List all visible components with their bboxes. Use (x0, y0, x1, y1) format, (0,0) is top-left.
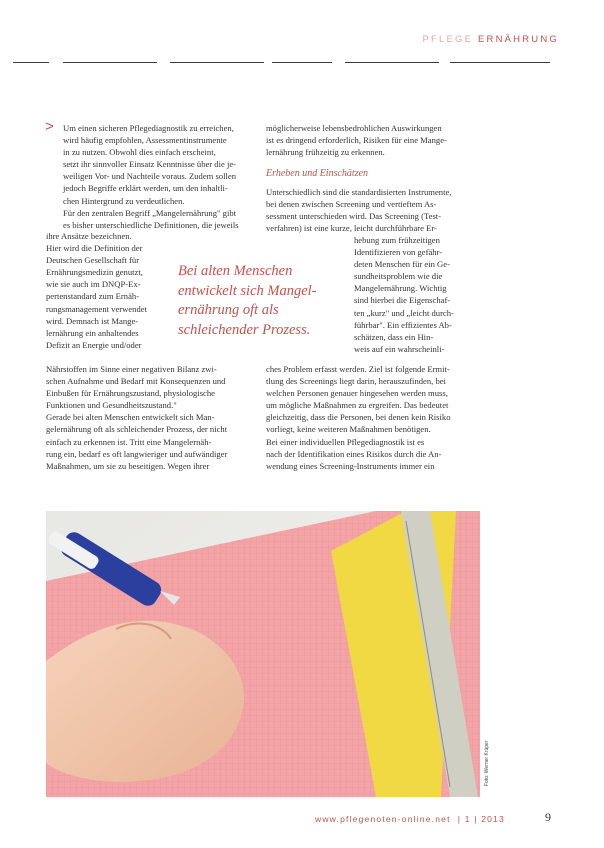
footer-issue: 1 | 2013 (464, 814, 505, 824)
text-line: bei denen zwischen Screening und vertieftem As- (266, 199, 437, 210)
text-line: Hier wird die Definition der (46, 243, 143, 254)
text-line: hebung zum frühzeitigen (354, 235, 440, 245)
text-line: Maßnahmen, um sie zu beseitigen. Wegen ihrer (46, 460, 210, 471)
header-rule (272, 62, 332, 63)
text-line: Bei einer individuellen Pflegediagnostik ist es (266, 436, 425, 447)
column-2-top (266, 186, 474, 234)
text-line: jedoch Begriffe erklärt werden, um den inhaltli- (63, 183, 228, 194)
text-line: rungsmanagement verwendet (46, 303, 147, 314)
header-category: PFLEGE (422, 34, 474, 45)
column-2-end (266, 363, 474, 472)
text-line: schleichender Prozess. (178, 321, 311, 338)
text-line: Unterschiedlich sind die standardisierten Instrumente, (266, 187, 452, 197)
footer-url: www.pflegenoten-online.net | 1 | 2013 (315, 814, 505, 824)
column-1-top (63, 122, 251, 231)
text-line: Gerade bei alten Menschen entwickelt sich Man- (46, 412, 215, 423)
text-line: Ernährungsmedizin genutzt, (46, 267, 143, 278)
column-1-narrow (46, 230, 170, 351)
column-1-end (46, 363, 252, 472)
text-line: einfach zu erkennen ist. Tritt eine Mangelernäh- (46, 436, 212, 447)
text-line: wird häufig empfohlen, Assessmentinstrumente (63, 135, 227, 146)
photo-hand-writing-chart (46, 511, 480, 797)
text-line: ches Problem erfasst werden. Ziel ist folgende Ermit- (266, 364, 450, 374)
column-2-intro (266, 122, 474, 158)
text-line: tlung des Screenings liegt darin, herauszufinden, bei (266, 376, 446, 387)
text-line: Identifizieren von gefähr- (354, 247, 443, 258)
text-line: sind hierbei die Eigenschaf- (354, 295, 451, 306)
header-section: ERNÄHRUNG (477, 34, 559, 45)
text-line: nach der Identifikation eines Risikos durch die An- (266, 448, 442, 459)
text-line: Bei alten Menschen (178, 263, 293, 279)
text-line: weis auf ein wahrscheinli- (354, 343, 445, 354)
text-line: schen Aufnahme und Bedarf mit Konsequenzen und (46, 376, 226, 387)
text-line: Nährstoffen im Sinne einer negativen Bilanz zwi- (46, 364, 217, 374)
text-line: deten Menschen für ein Ge- (354, 259, 450, 270)
text-line: wird. Demnach ist Mange- (46, 315, 139, 326)
text-line: führbar". Ein effizientes Ab- (354, 319, 452, 330)
text-line: lernährung frühzeitig zu erkennen. (266, 147, 385, 158)
text-line: ist es dringend erforderlich, Risiken für eine Mange- (266, 135, 447, 146)
text-line: verfahren) ist eine kurze, leicht durchführbare Er- (266, 223, 437, 234)
text-line: es bisher unterschiedliche Definitionen, die jeweils (63, 219, 239, 230)
text-line: weiligen Vor- und Nachteile voraus. Zudem sollen (63, 171, 237, 182)
text-line: chen Hintergrund zu verdeutlichen. (63, 195, 185, 206)
section-header (422, 34, 559, 45)
text-line: vorliegt, keine weiteren Maßnahmen benötigen. (266, 424, 431, 435)
text-line: setzt ihr sinnvoller Einsatz Kenntnisse über die je- (63, 159, 237, 170)
photo-credit: Foto: Werner Krüper (484, 740, 490, 786)
footer-url-text: www.pflegenoten-online.net (315, 814, 451, 824)
text-line: Defizit an Energie und/oder (46, 339, 142, 350)
header-rule (345, 62, 439, 63)
text-line: möglicherweise lebensbedrohlichen Auswirkungen (266, 123, 442, 133)
text-line: gleichzeitig, dass die Personen, bei denen kein Risiko (266, 412, 451, 423)
text-line: pertenstandard zum Ernäh- (46, 291, 140, 302)
header-rule (450, 62, 550, 63)
text-line: Einbußen für Ernährungszustand, physiologische (46, 388, 215, 399)
text-line: in zu nutzen. Obwohl dies einfach erscheint, (63, 147, 216, 158)
subheading: Erheben und Einschätzen (266, 168, 369, 179)
header-rule (63, 62, 157, 63)
text-line: sundheitsproblem wie die (354, 271, 443, 282)
page-number: 9 (545, 810, 551, 824)
text-line: Funktionen und Gesundheitszustand." (46, 400, 177, 411)
photo-illustration (46, 511, 480, 797)
header-rule (13, 62, 49, 63)
text-line: um mögliche Maßnahmen zu ergreifen. Das bedeutet (266, 400, 449, 411)
text-line: wendung eines Screening-Instruments immer ein (266, 460, 435, 471)
text-line: gelernährung oft als schleichender Prozess, der nicht (46, 424, 228, 435)
header-rule (170, 62, 264, 63)
chevron-right-icon: > (45, 118, 54, 135)
text-line: Deutschen Gesellschaft für (46, 255, 140, 266)
text-line: wie sie auch im DNQP-Ex- (46, 279, 141, 290)
text-line: sessment unterschieden wird. Das Screening (Test- (266, 211, 442, 222)
text-line: ernährung oft als (178, 302, 279, 318)
text-line: ihre Ansätze bezeichnen. (46, 231, 132, 241)
text-line: Mangelernährung. Wichtig (354, 283, 447, 294)
text-line: Um einen sicheren Pflegediagnostik zu erreichen, (63, 123, 234, 133)
text-line: lernährung ein anhaltendes (46, 327, 139, 338)
text-line: welchen Personen genauer hingesehen werden muss, (266, 388, 448, 399)
text-line: entwickelt sich Mangel- (178, 282, 317, 299)
text-line: Für den zentralen Begriff „Mangelernährung" gibt (63, 207, 237, 218)
pull-quote (178, 262, 354, 340)
text-line: ten „kurz" und „leicht durch- (354, 307, 454, 318)
text-line: schätzen, dass ein Hin- (354, 331, 434, 342)
text-line: rung ein, bedarf es oft langwieriger und aufwändiger (46, 448, 228, 459)
column-2-narrow (354, 234, 474, 355)
